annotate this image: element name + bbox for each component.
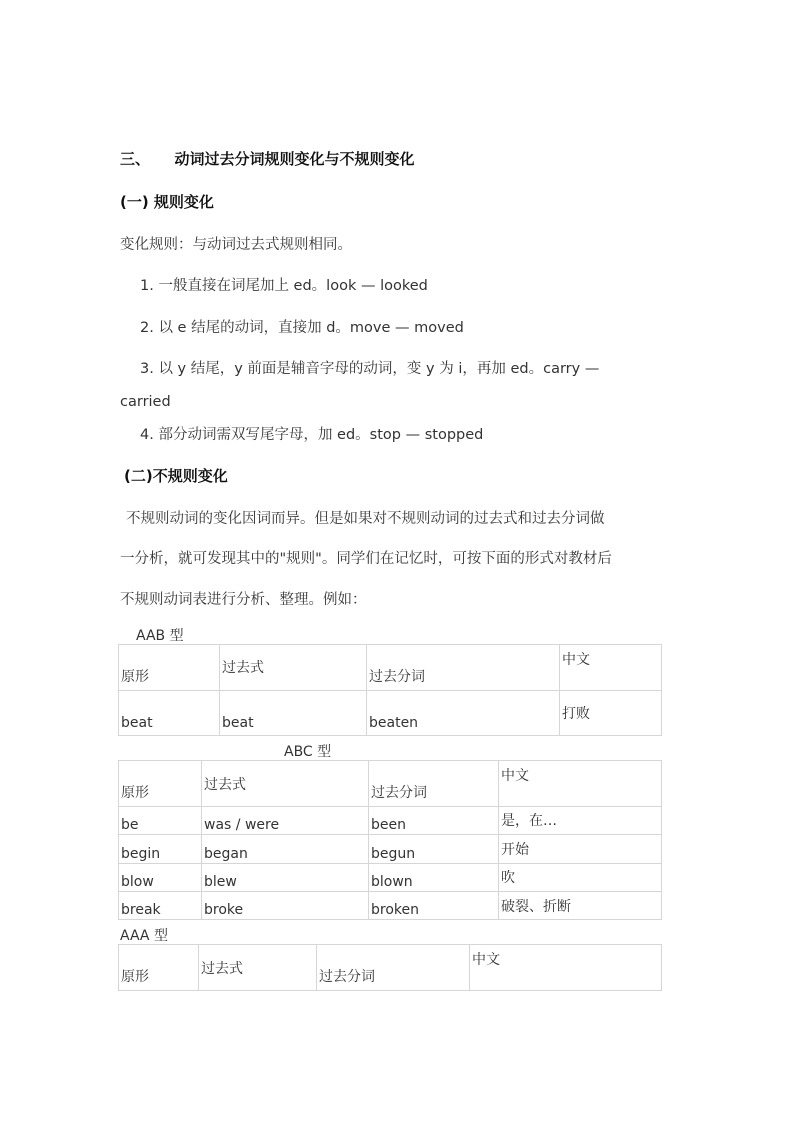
table-cell: 开始 <box>499 835 662 864</box>
table-cell: blew <box>202 864 369 892</box>
aaa-table <box>118 944 662 991</box>
abc-label: ABC 型 <box>284 744 332 760</box>
regular-item-3-cont: carried <box>120 394 171 410</box>
table-cell: broke <box>202 892 369 920</box>
irregular-para-line-1: 不规则动词的变化因词而异。但是如果对不规则动词的过去式和过去分词做 <box>126 511 605 527</box>
table-header-row <box>119 761 662 807</box>
table-cell: 破裂、折断 <box>499 892 662 920</box>
table-row <box>119 807 662 835</box>
regular-heading: (一) 规则变化 <box>120 193 214 211</box>
regular-item-1: 1. 一般直接在词尾加上 ed。look — looked <box>140 278 428 294</box>
table-row <box>119 835 662 864</box>
section-number: 三、 <box>120 150 151 168</box>
table-cell: break <box>119 892 202 920</box>
table-row <box>119 892 662 920</box>
header-cell: 过去分词 <box>369 761 499 807</box>
table-cell: beat <box>119 691 220 736</box>
regular-item-2: 2. 以 e 结尾的动词，直接加 d。move — moved <box>140 320 464 336</box>
table-cell: was / were <box>202 807 369 835</box>
regular-item-4: 4. 部分动词需双写尾字母，加 ed。stop — stopped <box>140 427 484 443</box>
section-title: 动词过去分词规则变化与不规则变化 <box>174 150 415 168</box>
table-header-row <box>119 645 662 691</box>
table-row <box>119 691 662 736</box>
table-cell: blow <box>119 864 202 892</box>
header-cell: 过去分词 <box>367 645 560 691</box>
header-cell: 过去分词 <box>317 945 470 991</box>
header-cell: 原形 <box>119 945 199 991</box>
regular-item-3: 3. 以 y 结尾，y 前面是辅音字母的动词，变 y 为 i，再加 ed。carry — <box>140 361 600 377</box>
header-cell: 中文 <box>499 761 662 807</box>
table-cell: be <box>119 807 202 835</box>
table-cell: beaten <box>367 691 560 736</box>
table-row <box>119 864 662 892</box>
table-cell: begun <box>369 835 499 864</box>
header-cell: 原形 <box>119 645 220 691</box>
header-cell: 中文 <box>560 645 662 691</box>
irregular-heading: (二)不规则变化 <box>124 467 228 485</box>
aaa-label: AAA 型 <box>120 928 168 944</box>
section-heading <box>120 148 415 169</box>
header-cell: 中文 <box>470 945 662 991</box>
abc-table <box>118 760 662 920</box>
regular-rule: 变化规则：与动词过去式规则相同。 <box>120 237 352 253</box>
table-cell: broken <box>369 892 499 920</box>
table-cell: begin <box>119 835 202 864</box>
table-cell: began <box>202 835 369 864</box>
header-cell: 过去式 <box>202 761 369 807</box>
header-cell: 原形 <box>119 761 202 807</box>
header-cell: 过去式 <box>220 645 367 691</box>
aab-label: AAB 型 <box>136 628 184 644</box>
table-cell: blown <box>369 864 499 892</box>
irregular-para-line-2: 一分析，就可发现其中的"规则"。同学们在记忆时，可按下面的形式对教材后 <box>120 551 612 567</box>
irregular-para-line-3: 不规则动词表进行分析、整理。例如： <box>120 592 367 608</box>
table-cell: beat <box>220 691 367 736</box>
table-cell: 是，在… <box>499 807 662 835</box>
table-cell: been <box>369 807 499 835</box>
table-header-row <box>119 945 662 991</box>
header-cell: 过去式 <box>199 945 317 991</box>
aab-table <box>118 644 662 736</box>
table-cell: 吹 <box>499 864 662 892</box>
table-cell: 打败 <box>560 691 662 736</box>
